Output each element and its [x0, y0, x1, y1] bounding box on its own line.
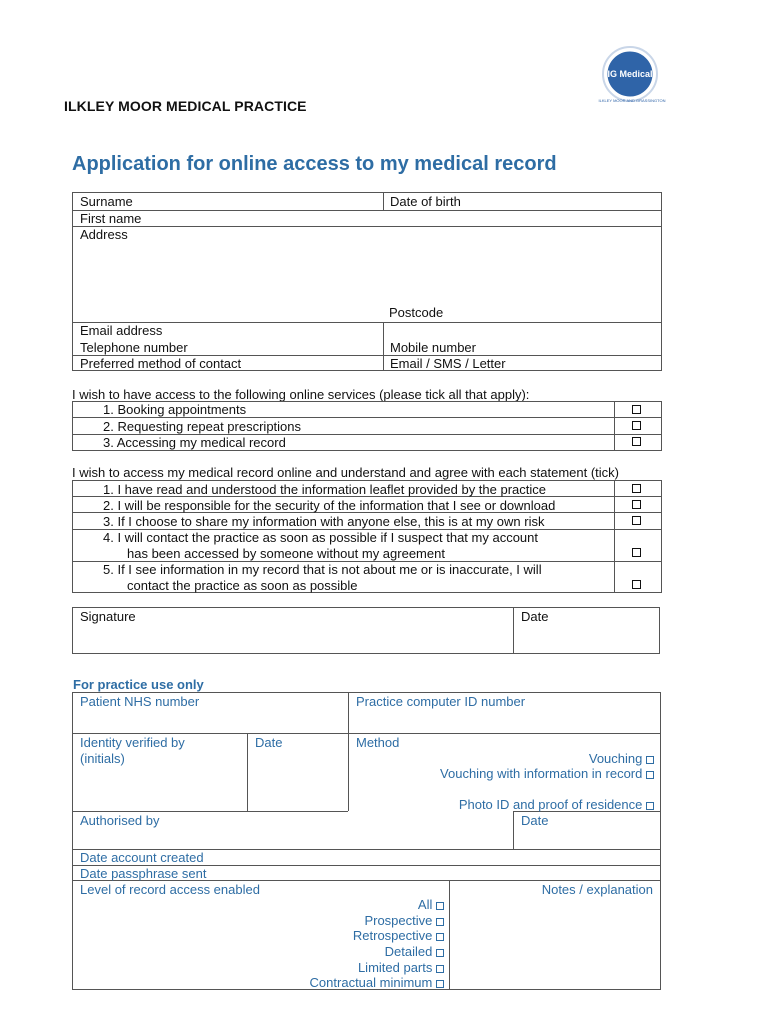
- level-all-checkbox[interactable]: [436, 902, 444, 910]
- statement-4-line2: has been accessed by someone without my agreement: [127, 546, 445, 561]
- statement-1: 1. I have read and understood the information leaflet provided by the practice: [103, 482, 547, 497]
- vouching-option: [589, 751, 654, 766]
- identity-verified-label: Identity verified by: [80, 735, 185, 750]
- preferred-contact-options: Email / SMS / Letter: [390, 356, 506, 371]
- authorised-by-label: Authorised by: [80, 813, 160, 828]
- first-name-label: First name: [80, 211, 142, 226]
- signature-field[interactable]: Signature: [80, 609, 136, 624]
- identity-date-label: Date: [255, 735, 283, 750]
- vouching-info-checkbox[interactable]: [646, 771, 654, 779]
- level-retrospective-label: Retrospective: [352, 928, 433, 943]
- vouching-label: Vouching: [588, 751, 643, 766]
- services-intro: I wish to have access to the following online services (please tick all that apply):: [72, 387, 530, 402]
- nhs-number-label: Patient NHS number: [80, 694, 200, 709]
- mobile-label: Mobile number: [390, 340, 476, 355]
- level-contractual-minimum-label: Contractual minimum: [309, 975, 433, 990]
- email-label: Email address: [80, 323, 163, 338]
- signature-table: [72, 607, 660, 654]
- practice-name: ILKLEY MOOR MEDICAL PRACTICE: [64, 98, 307, 114]
- vouching-info-label: Vouching with information in record: [440, 766, 643, 781]
- surname-label: Surname: [80, 194, 133, 209]
- level-prospective-label: Prospective: [364, 913, 433, 928]
- ig-medical-logo: [588, 44, 668, 116]
- level-prospective: [364, 913, 444, 928]
- level-contractual-minimum-checkbox[interactable]: [436, 980, 444, 988]
- statement-3: 3. If I choose to share my information with anyone else, this is at my own risk: [103, 514, 545, 529]
- level-detailed-checkbox[interactable]: [436, 949, 444, 957]
- passphrase-sent-label: Date passphrase sent: [80, 866, 207, 881]
- level-retrospective: [353, 928, 444, 943]
- statements-intro: I wish to access my medical record online and understand and agree with each statement (tick): [72, 465, 619, 480]
- level-prospective-checkbox[interactable]: [436, 918, 444, 926]
- statement-4-checkbox[interactable]: [632, 548, 641, 557]
- signature-date-field[interactable]: Date: [521, 609, 549, 624]
- statement-5-line2: contact the practice as soon as possible: [127, 578, 358, 593]
- level-detailed: [385, 944, 444, 959]
- telephone-label: Telephone number: [80, 340, 188, 355]
- level-limited-parts-label: Limited parts: [357, 960, 433, 975]
- address-label: Address: [80, 227, 128, 242]
- logo-text: IG Medical: [607, 69, 653, 79]
- statement-5-line1: 5. If I see information in my record that is not about me or is inaccurate, I will: [103, 562, 542, 577]
- method-label: Method: [356, 735, 400, 750]
- photo-id-checkbox[interactable]: [646, 802, 654, 810]
- statement-1-checkbox[interactable]: [632, 484, 641, 493]
- level-all-label: All: [417, 897, 433, 912]
- level-retrospective-checkbox[interactable]: [436, 933, 444, 941]
- vouching-info-option: [440, 766, 654, 781]
- statement-4-line1: 4. I will contact the practice as soon as possible if I suspect that my account: [103, 530, 538, 545]
- vouching-checkbox[interactable]: [646, 756, 654, 764]
- preferred-contact-label: Preferred method of contact: [80, 356, 242, 371]
- computer-id-label: Practice computer ID number: [356, 694, 526, 709]
- service-medical-record: 3. Accessing my medical record: [103, 435, 286, 450]
- service-prescriptions-checkbox[interactable]: [632, 421, 641, 430]
- page-title: Application for online access to my medical record: [72, 153, 557, 175]
- level-contractual-minimum: [310, 975, 444, 990]
- photo-id-option: [459, 797, 654, 812]
- service-prescriptions: 2. Requesting repeat prescriptions: [103, 419, 302, 434]
- account-created-label: Date account created: [80, 850, 204, 865]
- statement-2-checkbox[interactable]: [632, 500, 641, 509]
- service-booking-checkbox[interactable]: [632, 405, 641, 414]
- level-all: [418, 897, 444, 912]
- level-detailed-label: Detailed: [384, 944, 433, 959]
- photo-id-label: Photo ID and proof of residence: [458, 797, 643, 812]
- statement-2: 2. I will be responsible for the security of the information that I see or download: [103, 498, 556, 513]
- logo-caption: ILKLEY MOOR AND GRASSINGTON: [598, 98, 666, 103]
- statement-5-checkbox[interactable]: [632, 580, 641, 589]
- identity-initials-label: (initials): [80, 751, 125, 766]
- authorised-date-label: Date: [521, 813, 549, 828]
- service-medical-record-checkbox[interactable]: [632, 437, 641, 446]
- service-booking: 1. Booking appointments: [103, 402, 247, 417]
- statement-3-checkbox[interactable]: [632, 516, 641, 525]
- dob-label: Date of birth: [390, 194, 461, 209]
- notes-label: Notes / explanation: [541, 882, 653, 897]
- practice-use-heading: For practice use only: [73, 677, 204, 692]
- level-limited-parts: [358, 960, 444, 975]
- access-level-label: Level of record access enabled: [80, 882, 260, 897]
- postcode-label: Postcode: [389, 305, 444, 320]
- level-limited-parts-checkbox[interactable]: [436, 965, 444, 973]
